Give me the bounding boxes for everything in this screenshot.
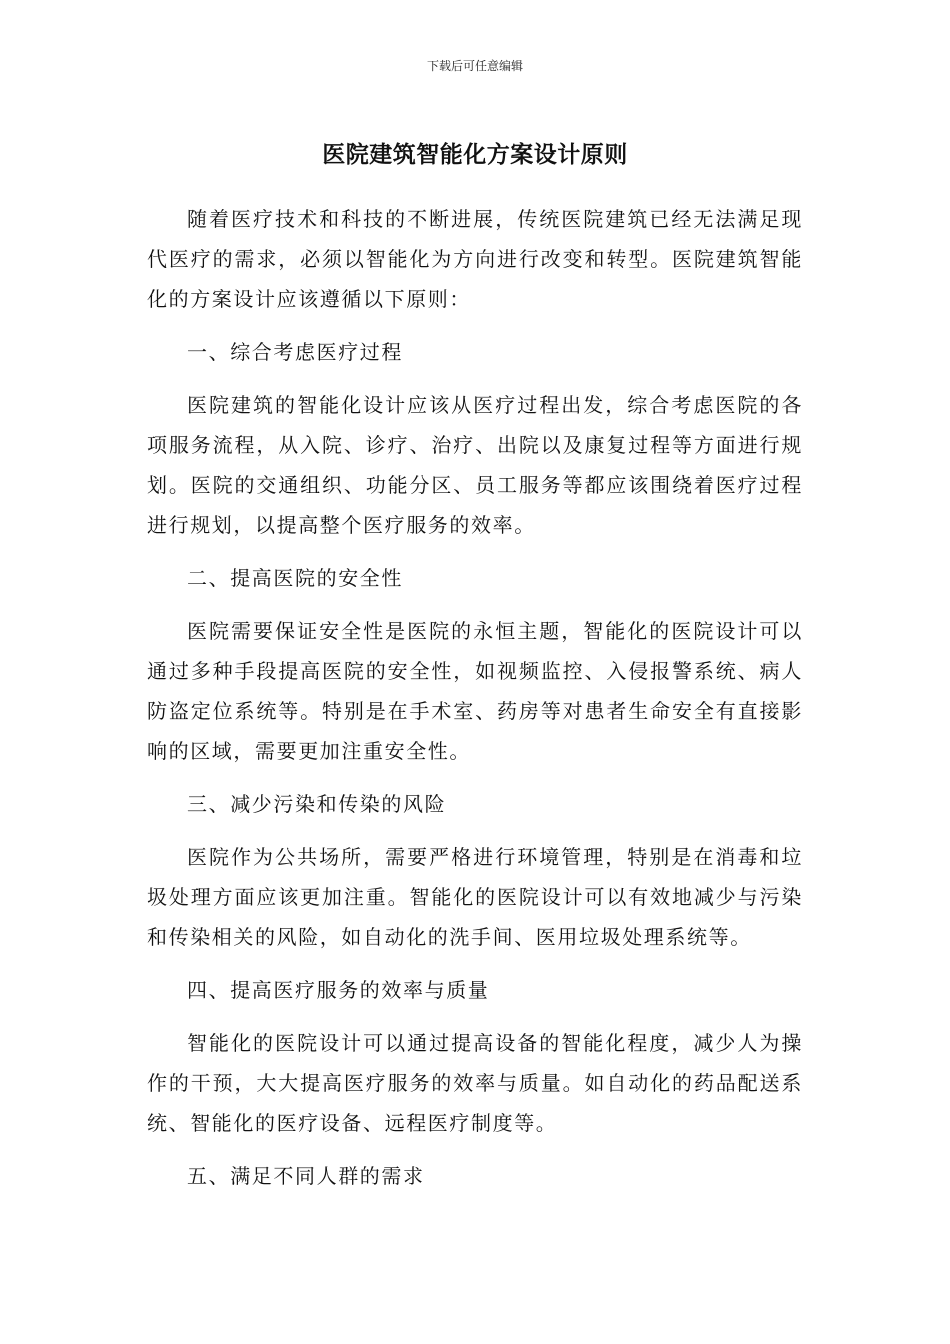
section-heading-2: 二、提高医院的安全性 (187, 566, 403, 590)
section-heading-1: 一、综合考虑医疗过程 (187, 340, 403, 364)
section-paragraph-1: 医院建筑的智能化设计应该从医疗过程出发，综合考虑医院的各项服务流程，从入院、诊疗、治疗、出院以及康复过程等方面进行规划。医院的交通组织、功能分区、员工服务等都应该围绕着医疗过程进行规划，以提高整个医疗服务的效率。 (147, 393, 803, 537)
section-paragraph-2: 医院需要保证安全性是医院的永恒主题，智能化的医院设计可以通过多种手段提高医院的安全性，如视频监控、入侵报警系统、病人防盗定位系统等。特别是在手术室、药房等对患者生命安全有直接影响的区域，需要更加注重安全性。 (147, 619, 803, 763)
section-paragraph-4: 智能化的医院设计可以通过提高设备的智能化程度，减少人为操作的干预，大大提高医疗服务的效率与质量。如自动化的药品配送系统、智能化的医疗设备、远程医疗制度等。 (147, 1031, 803, 1135)
section-heading-5: 五、满足不同人群的需求 (187, 1164, 425, 1188)
section-heading-3: 三、减少污染和传染的风险 (187, 792, 447, 816)
section-paragraph-3: 医院作为公共场所，需要严格进行环境管理，特别是在消毒和垃圾处理方面应该更加注重。智能化的医院设计可以有效地减少与污染和传染相关的风险，如自动化的洗手间、医用垃圾处理系统等。 (147, 845, 803, 949)
document-body (147, 199, 803, 1209)
intro-paragraph: 随着医疗技术和科技的不断进展，传统医院建筑已经无法满足现代医疗的需求，必须以智能化为方向进行改变和转型。医院建筑智能化的方案设计应该遵循以下原则： (147, 207, 803, 311)
section-heading-4: 四、提高医疗服务的效率与质量 (187, 978, 490, 1002)
header-note: 下载后可任意编辑 (426, 59, 523, 73)
document-title: 医院建筑智能化方案设计原则 (322, 142, 628, 168)
